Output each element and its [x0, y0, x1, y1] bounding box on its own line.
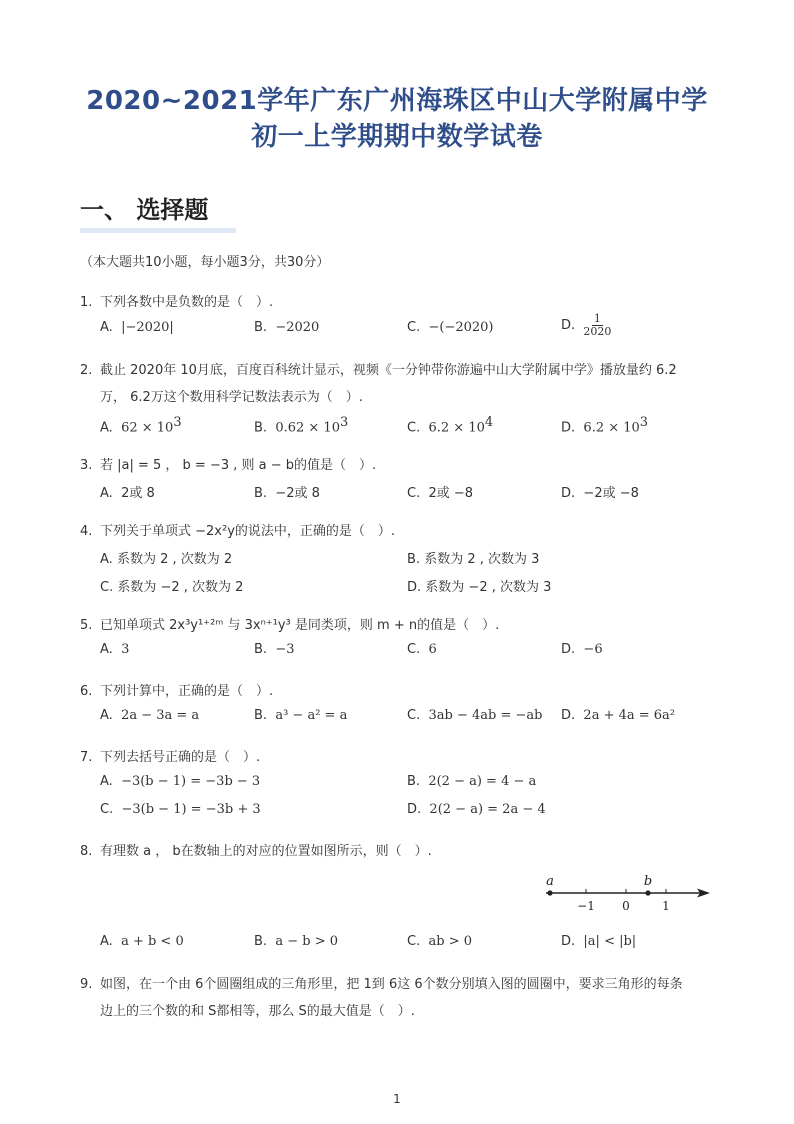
- question-2: 2. 截止 2020年 10月底，百度百科统计显示，视频《一分钟带你游遍中山大学附属中学》播放量约 6.2: [80, 363, 677, 378]
- q7-option-b[interactable]: B. 2(2 − a) = 4 − a: [407, 774, 537, 789]
- q3-option-c[interactable]: C. 2或 −8: [407, 486, 474, 501]
- q1-option-c[interactable]: C. −(−2020): [407, 320, 494, 335]
- q2-option-a[interactable]: A. $62 \times 10^3$: [100, 415, 182, 436]
- tick-label-minus-1: −1: [577, 899, 595, 913]
- number-line-figure: [540, 868, 715, 918]
- q6-option-a[interactable]: A. 2a − 3a = a: [100, 708, 200, 723]
- q5-option-a[interactable]: A. 3: [100, 642, 130, 657]
- q7-option-a[interactable]: A. −3(b − 1) = −3b − 3: [100, 774, 261, 789]
- question-5: 5. 已知单项式 2x³y¹⁺²ᵐ 与 3xⁿ⁺¹y³ 是同类项，则 m + n的值是（ ）.: [80, 618, 500, 633]
- point-b-dot: [645, 890, 650, 895]
- q2-option-b[interactable]: B. $0.62 \times 10^3$: [254, 415, 349, 436]
- q3-option-b[interactable]: B. −2或 8: [254, 486, 320, 501]
- q5-option-d[interactable]: D. −6: [561, 642, 603, 657]
- q4-option-d[interactable]: D. 系数为 −2 , 次数为 3: [407, 580, 552, 595]
- q6-option-b[interactable]: B. a³ − a² = a: [254, 708, 348, 723]
- question-2-line-2: 万， 6.2万这个数用科学记数法表示为（ ）.: [100, 390, 363, 405]
- question-6: 6. 下列计算中，正确的是（ ）.: [80, 684, 274, 699]
- q2-option-d[interactable]: D. $6.2 \times 10^3$: [561, 415, 649, 436]
- label-b: b: [643, 874, 653, 889]
- q3-option-a[interactable]: A. 2或 8: [100, 486, 155, 501]
- question-text: 下列各数中是负数的是（ ）.: [100, 295, 274, 310]
- section-underline: [80, 228, 236, 233]
- question-7: 7. 下列去括号正确的是（ ）.: [80, 750, 261, 765]
- q4-option-a[interactable]: A. 系数为 2 , 次数为 2: [100, 552, 233, 567]
- fraction: $\frac{1}{2020}$: [583, 312, 612, 338]
- q8-option-b[interactable]: B. a − b > 0: [254, 934, 338, 949]
- q8-option-c[interactable]: C. ab > 0: [407, 934, 472, 949]
- tick-label-0: 0: [622, 899, 630, 913]
- q6-option-c[interactable]: C. 3ab − 4ab = −ab: [407, 708, 543, 723]
- q4-option-b[interactable]: B. 系数为 2 , 次数为 3: [407, 552, 540, 567]
- question-1: [80, 291, 273, 310]
- q1-option-a[interactable]: A. |−2020|: [100, 320, 174, 335]
- point-a-dot: [547, 890, 552, 895]
- q3-option-d[interactable]: D. −2或 −8: [561, 486, 639, 501]
- title-line-2: 初一上学期期中数学试卷: [251, 122, 543, 152]
- q8-option-d[interactable]: D. |a| < |b|: [561, 934, 637, 949]
- question-9: 9. 如图，在一个由 6个圆圈组成的三角形里，把 1到 6这 6个数分别填入图的圆圈中，要求三角形的每条: [80, 977, 683, 992]
- page-number: 1: [393, 1092, 401, 1106]
- question-8: 8. 有理数 a ， b在数轴上的对应的位置如图所示，则（ ）.: [80, 844, 432, 859]
- q5-option-c[interactable]: C. 6: [407, 642, 437, 657]
- q7-option-c[interactable]: C. −3(b − 1) = −3b + 3: [100, 802, 261, 817]
- q1-option-b[interactable]: B. −2020: [254, 320, 320, 335]
- question-number: 1.: [80, 295, 93, 310]
- q4-option-c[interactable]: C. 系数为 −2 , 次数为 2: [100, 580, 244, 595]
- question-3: 3. 若 |a| = 5 ， b = −3 , 则 a − b的值是（ ）.: [80, 458, 377, 473]
- q2-option-c[interactable]: C. $6.2 \times 10^4$: [407, 415, 494, 436]
- q5-option-b[interactable]: B. −3: [254, 642, 295, 657]
- q1-option-d[interactable]: D. $\frac{1}{2020}$: [561, 312, 612, 338]
- label-a: a: [546, 874, 554, 889]
- title-line-1: 2020~2021学年广东广州海珠区中山大学附属中学: [86, 86, 708, 116]
- q7-option-d[interactable]: D. 2(2 − a) = 2a − 4: [407, 802, 546, 817]
- question-9-line-2: 边上的三个数的和 S都相等，那么 S的最大值是（ ）.: [100, 1004, 415, 1019]
- tick-label-1: 1: [662, 899, 670, 913]
- q6-option-d[interactable]: D. 2a + 4a = 6a²: [561, 708, 676, 723]
- section-note: （本大题共10小题，每小题3分，共30分）: [80, 255, 330, 270]
- section-title: 一、 选择题: [80, 196, 209, 224]
- question-4: 4. 下列关于单项式 −2x²y的说法中，正确的是（ ）.: [80, 524, 396, 539]
- q8-option-a[interactable]: A. a + b < 0: [100, 934, 184, 949]
